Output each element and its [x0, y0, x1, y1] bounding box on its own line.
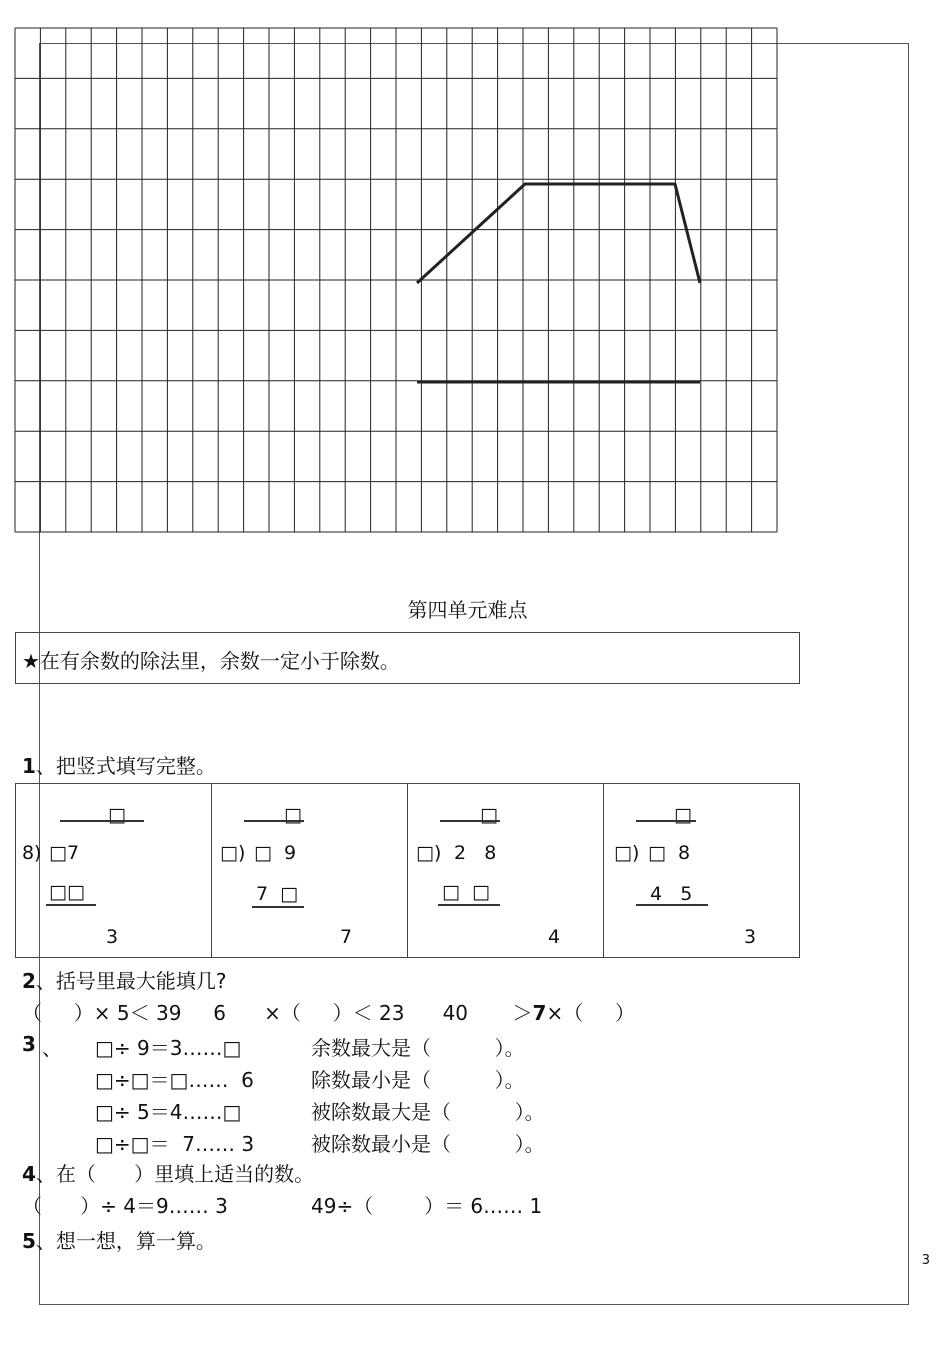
section-title: 第四单元难点: [407, 598, 528, 622]
remainder: 3: [106, 926, 119, 948]
q4-equation-1: （ ）÷ 4＝9…… 3: [22, 1194, 228, 1218]
division-cell: □ □ ) 2 8 □ □ 4: [408, 784, 604, 958]
q3-equation: □÷□＝□…… 6: [95, 1068, 254, 1092]
division-cell: □ □ ) □ 8 4 5 3: [604, 784, 800, 958]
product: 4 5: [650, 883, 693, 905]
q3-equation: □÷ 9＝3……□: [95, 1036, 242, 1060]
question-2-line: （ ）× 5＜ 39 6 ×（ ）＜ 23 40 ＞7×（ ）: [22, 1001, 636, 1025]
dividend[interactable]: □ 9: [254, 842, 297, 864]
question-3-number: 3: [22, 1032, 36, 1056]
product[interactable]: □ □: [442, 881, 490, 903]
dividend[interactable]: □7: [49, 842, 80, 864]
q3-question: 除数最小是（ ）。: [311, 1068, 525, 1092]
key-point-text: ★在有余数的除法里，余数一定小于除数。: [22, 649, 400, 673]
remainder: 4: [548, 926, 561, 948]
quotient-box[interactable]: □: [284, 804, 302, 826]
q3-equation: □÷ 5＝4……□: [95, 1100, 242, 1124]
drawing-grid: [0, 0, 950, 560]
q3-equation: □÷□＝ 7…… 3: [95, 1132, 255, 1156]
question-5-heading: 5、想一想，算一算。: [22, 1229, 216, 1253]
divisor[interactable]: □: [416, 842, 434, 864]
divisor[interactable]: □: [220, 842, 238, 864]
long-division-table: [15, 783, 800, 958]
q3-question: 余数最大是（ ）。: [311, 1036, 525, 1060]
product[interactable]: □□: [49, 881, 85, 903]
q3-question: 被除数最大是（ ）。: [311, 1100, 545, 1124]
dividend[interactable]: □ 8: [648, 842, 691, 864]
product[interactable]: 7 □: [256, 883, 299, 905]
remainder: 3: [744, 926, 757, 948]
question-1-heading: 1、把竖式填写完整。: [22, 754, 216, 778]
quotient-box[interactable]: □: [108, 804, 126, 826]
remainder: 7: [340, 926, 353, 948]
divisor[interactable]: □: [614, 842, 632, 864]
division-cell: □ □ ) □ 9 7 □ 7: [212, 784, 408, 958]
dividend: 2 8: [454, 842, 497, 864]
division-cell: □ 8 ) □7 □□ 3: [16, 784, 212, 958]
q3-question: 被除数最小是（ ）。: [311, 1132, 545, 1156]
trapezoid-outline: [417, 184, 700, 283]
divisor: 8: [22, 842, 35, 864]
q4-equation-2: 49÷（ ）＝ 6…… 1: [311, 1194, 543, 1218]
quotient-box[interactable]: □: [480, 804, 498, 826]
page-number: 3: [921, 1253, 930, 1268]
question-2-heading: 2、括号里最大能填几?: [22, 969, 227, 993]
question-4-heading: 4、在（ ）里填上适当的数。: [22, 1162, 315, 1186]
quotient-box[interactable]: □: [674, 804, 692, 826]
